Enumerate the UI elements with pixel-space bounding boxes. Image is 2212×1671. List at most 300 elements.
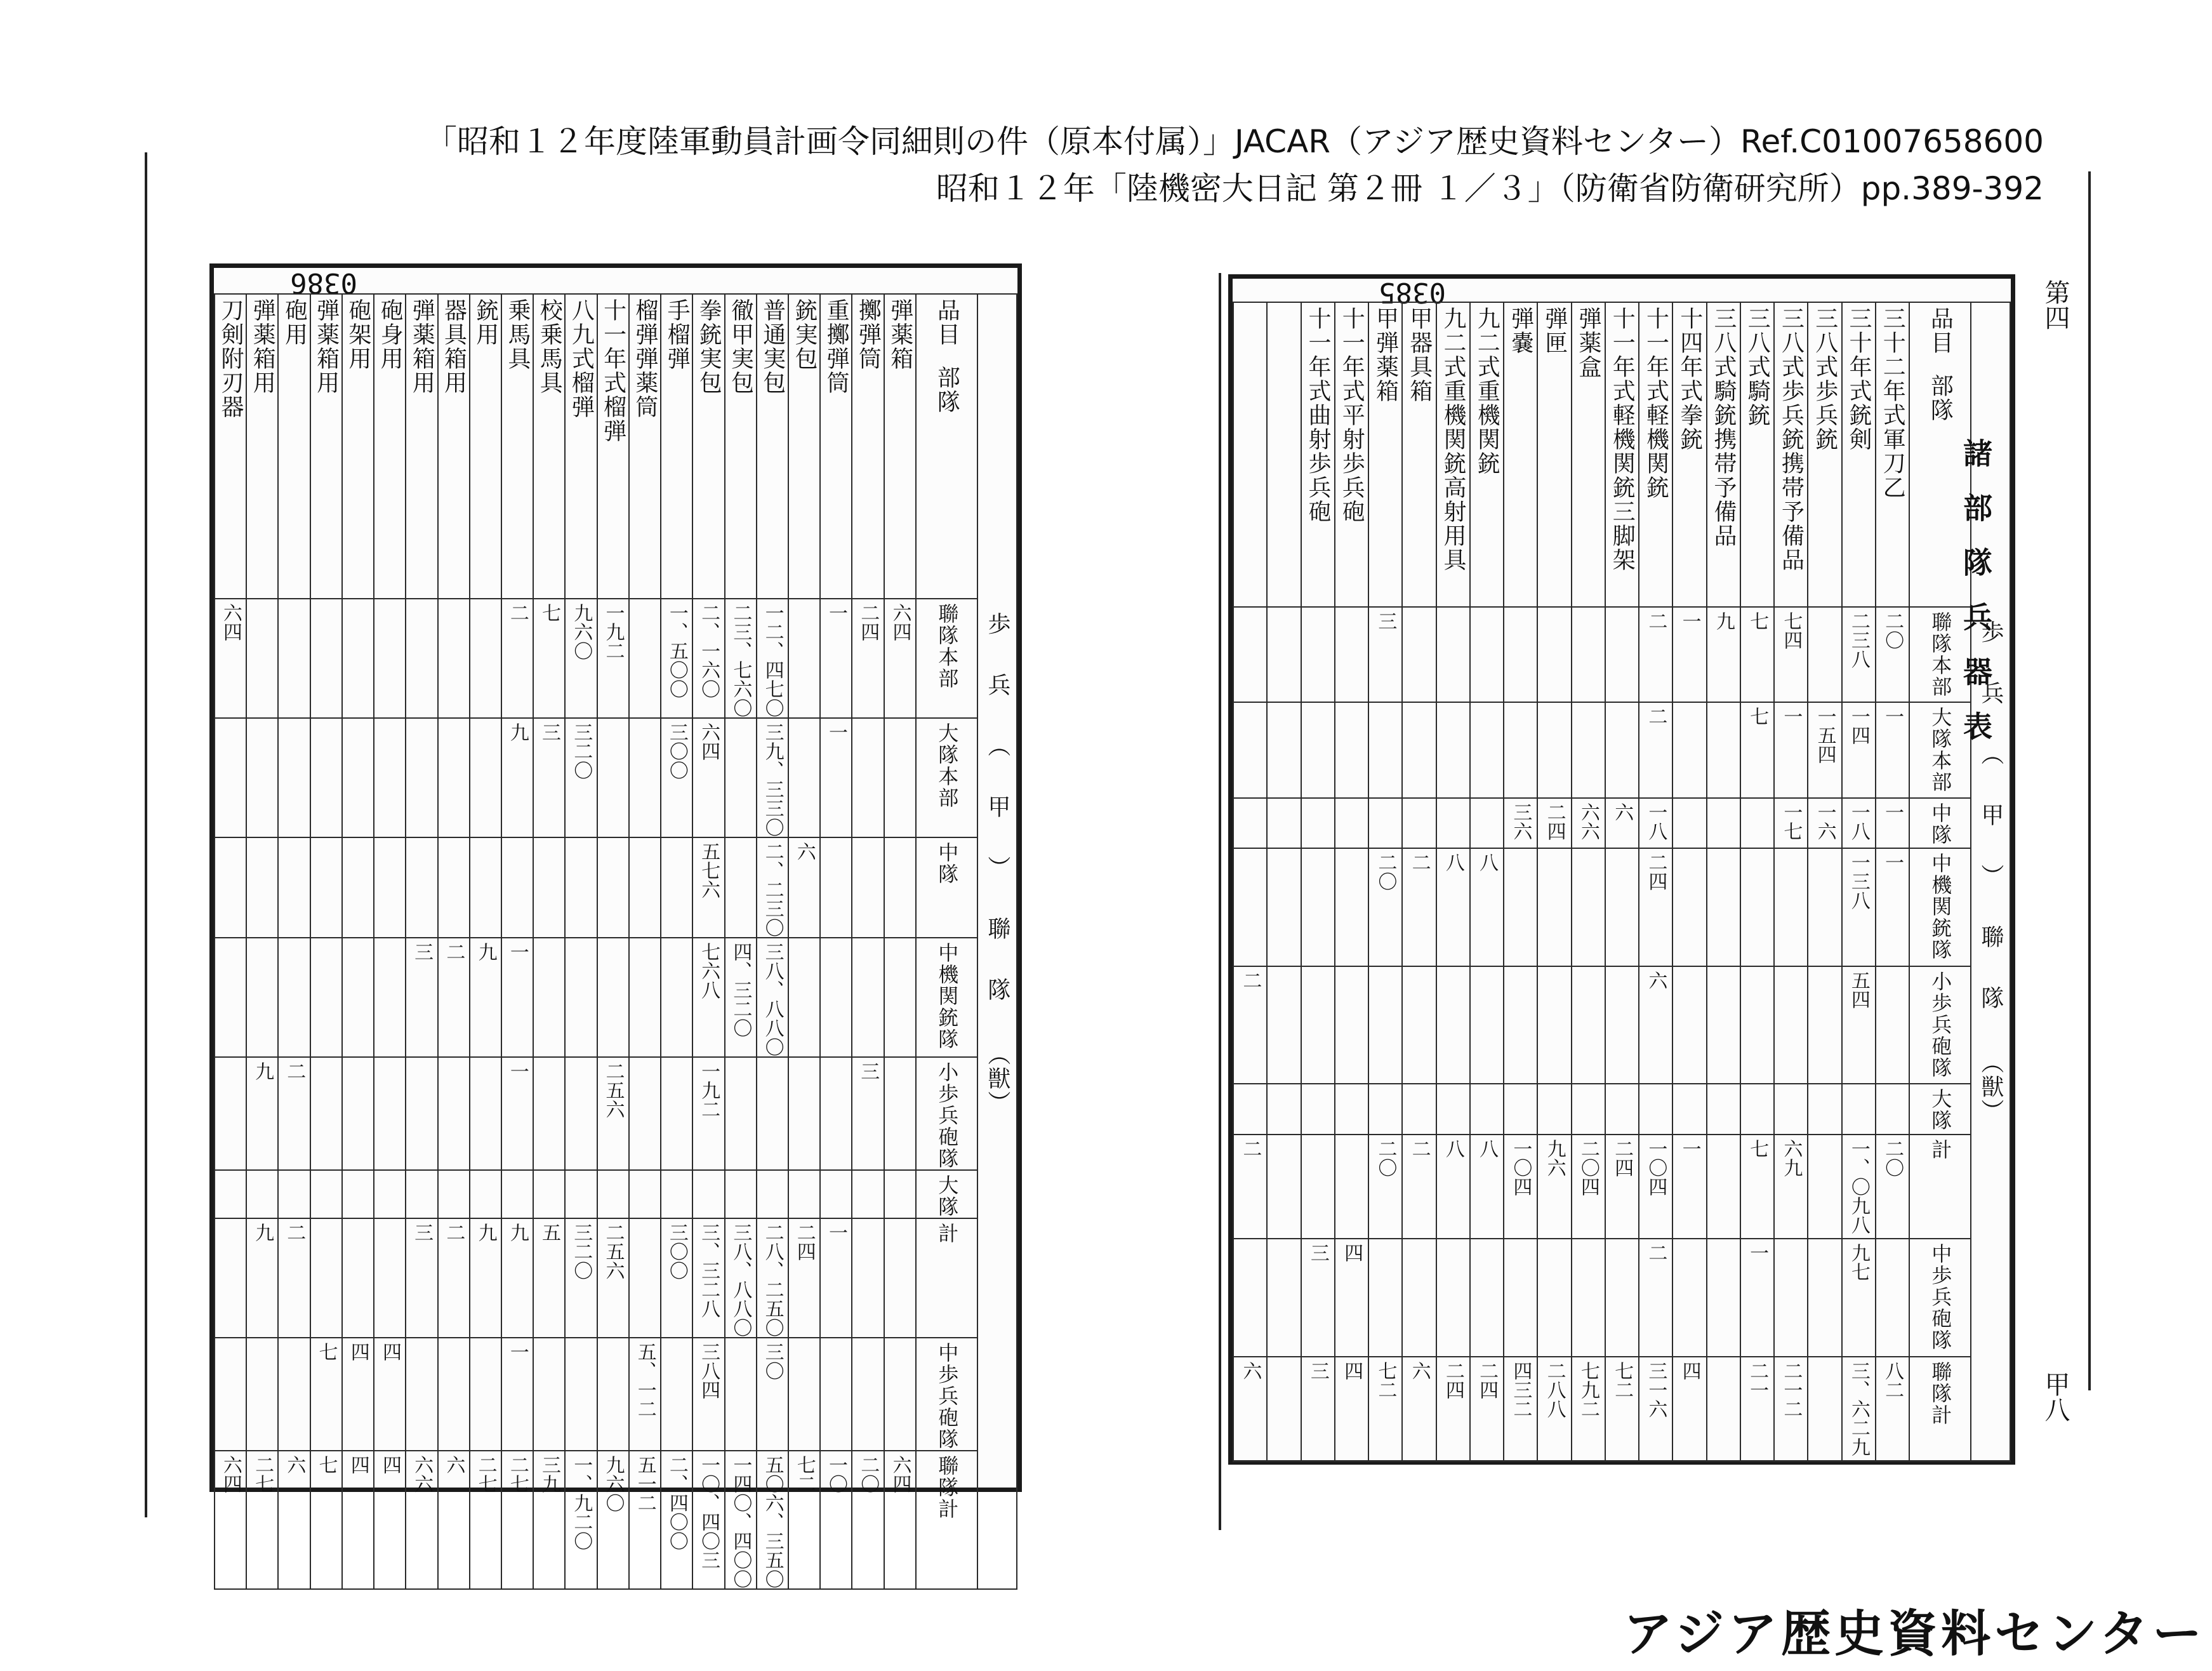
value-cell xyxy=(1436,1357,1470,1461)
value-cell xyxy=(1301,1357,1335,1461)
value-cell xyxy=(1876,1135,1909,1239)
cell-value: 七 xyxy=(538,603,561,622)
value-cell xyxy=(1233,848,1267,966)
value-cell xyxy=(1808,1239,1841,1357)
cell-value: 一七 xyxy=(1780,802,1803,841)
header-line-1: 「昭和１２年度陸軍動員計画令同細則の件（原本付属）」JACAR（アジア歴史資料センター）Ref.C01007658600 xyxy=(425,123,2044,160)
cell-value: 一 xyxy=(1780,707,1803,726)
value-cell xyxy=(278,1338,310,1451)
item-label: 徹甲実包 xyxy=(727,298,754,395)
value-cell xyxy=(661,1218,692,1338)
value-cell xyxy=(1504,1357,1537,1461)
value-cell xyxy=(310,1218,342,1338)
value-cell xyxy=(565,1451,597,1589)
unit-label: 小歩兵砲隊 xyxy=(1928,970,1953,1079)
value-cell xyxy=(438,938,470,1057)
cell-value: 九六〇 xyxy=(602,1455,625,1512)
value-cell xyxy=(757,1057,788,1170)
value-cell xyxy=(215,938,246,1057)
value-cell xyxy=(629,837,661,938)
value-cell xyxy=(1368,848,1402,966)
cell-value: 一九二 xyxy=(602,603,625,660)
value-cell xyxy=(406,1057,437,1170)
value-cell xyxy=(1572,1357,1605,1461)
value-cell xyxy=(374,1170,406,1218)
cell-value: 九 xyxy=(1712,611,1735,630)
cell-value: 二七 xyxy=(251,1455,274,1493)
value-cell xyxy=(597,718,629,837)
value-cell xyxy=(1774,1239,1808,1357)
value-cell xyxy=(1774,607,1808,702)
value-cell xyxy=(1470,1357,1504,1461)
cell-value: 三 xyxy=(411,1223,434,1242)
corner-header-label: 品目 xyxy=(1927,307,1954,355)
value-cell xyxy=(884,1451,916,1589)
cell-value: 四 xyxy=(347,1342,369,1361)
cell-value: 五四 xyxy=(1847,970,1870,1009)
value-cell xyxy=(1774,848,1808,966)
cell-value: 四 xyxy=(1341,1361,1363,1381)
value-cell xyxy=(310,1170,342,1218)
value-cell xyxy=(1639,966,1672,1084)
table-row xyxy=(1233,798,2010,848)
value-cell xyxy=(1537,798,1571,848)
value-cell xyxy=(278,1451,310,1589)
cell-value: 一〇、四〇三 xyxy=(698,1455,720,1569)
cell-value: 一 xyxy=(506,1342,529,1361)
value-cell xyxy=(1368,1357,1402,1461)
cell-value: 二 xyxy=(442,942,465,961)
item-label: 三八式歩兵銃 xyxy=(1811,307,1838,451)
item-header-cell xyxy=(310,294,342,599)
value-cell xyxy=(1808,1084,1841,1134)
unit-label: 聯隊本部 xyxy=(935,603,960,689)
cell-value: 六四 xyxy=(219,603,242,641)
value-cell xyxy=(820,837,852,938)
right-page xyxy=(1228,274,2015,1465)
item-header-cell xyxy=(1605,302,1639,607)
value-cell xyxy=(565,1170,597,1218)
corner-header-cell xyxy=(916,294,977,599)
unit-label-cell xyxy=(1909,848,1971,966)
value-cell xyxy=(342,938,374,1057)
value-cell xyxy=(725,1218,757,1338)
value-cell xyxy=(310,718,342,837)
cell-value: 三八、八八〇 xyxy=(729,1223,752,1337)
value-cell xyxy=(374,1451,406,1589)
cell-value: 二 xyxy=(442,1223,465,1242)
value-cell xyxy=(470,1170,501,1218)
cell-value: 六 xyxy=(442,1455,465,1474)
value-cell xyxy=(1808,1135,1841,1239)
value-cell xyxy=(533,1057,565,1170)
value-cell xyxy=(1301,798,1335,848)
cell-value: 七 xyxy=(1746,611,1769,630)
item-label: 砲架用 xyxy=(345,298,371,371)
cell-value: 六 xyxy=(1645,970,1667,990)
value-cell xyxy=(533,1218,565,1338)
unit-label-cell xyxy=(916,1451,977,1589)
value-cell xyxy=(1537,607,1571,702)
unit-label: 中隊 xyxy=(1928,802,1953,846)
item-header-cell xyxy=(1572,302,1605,607)
value-cell xyxy=(852,718,884,837)
value-cell xyxy=(1876,702,1909,797)
cell-value: 五〇六、三五〇 xyxy=(761,1455,784,1588)
value-cell xyxy=(1672,702,1706,797)
value-cell xyxy=(1740,702,1774,797)
cell-value: 二八八 xyxy=(1543,1361,1566,1419)
value-cell xyxy=(1774,1084,1808,1134)
value-cell xyxy=(788,938,820,1057)
cell-value: 二 xyxy=(283,1223,306,1242)
cell-value: 九 xyxy=(506,722,529,742)
value-cell xyxy=(1842,966,1876,1084)
value-cell xyxy=(1504,702,1537,797)
cell-value: 三〇〇 xyxy=(665,722,688,780)
value-cell xyxy=(278,1057,310,1170)
unit-label: 中歩兵砲隊 xyxy=(1928,1243,1953,1352)
item-header-cell xyxy=(1402,302,1436,607)
value-cell xyxy=(342,837,374,938)
cell-value: 一〇 xyxy=(825,1455,848,1493)
value-cell xyxy=(1808,798,1841,848)
value-cell xyxy=(1335,702,1368,797)
value-cell xyxy=(215,1218,246,1338)
item-label: 弾薬箱用 xyxy=(409,298,435,395)
unit-label-cell xyxy=(1909,1084,1971,1134)
unit-label-cell xyxy=(1909,798,1971,848)
item-label: 普通実包 xyxy=(759,298,786,395)
cell-value: 二五六 xyxy=(602,1223,625,1280)
unit-label: 中機関銃隊 xyxy=(1928,852,1953,961)
value-cell xyxy=(757,1218,788,1338)
value-cell xyxy=(1876,848,1909,966)
item-label: 三十年式銃剣 xyxy=(1846,307,1872,451)
value-cell xyxy=(1267,966,1301,1084)
value-cell xyxy=(1707,848,1740,966)
cell-value: 三、六二九 xyxy=(1847,1361,1870,1457)
side-mark-top: 第四 xyxy=(2041,279,2070,330)
header-row xyxy=(1233,302,2010,607)
value-cell xyxy=(788,1451,820,1589)
value-cell xyxy=(1537,1357,1571,1461)
value-cell xyxy=(725,599,757,718)
value-cell xyxy=(757,837,788,938)
cell-value: 六 xyxy=(1239,1361,1262,1381)
cell-value: 一八 xyxy=(1847,802,1870,841)
cell-value: 二 xyxy=(1239,970,1262,990)
cell-value: 二 xyxy=(1645,611,1667,630)
value-cell xyxy=(374,938,406,1057)
value-cell xyxy=(215,837,246,938)
cell-value: 二八、二五〇 xyxy=(761,1223,784,1337)
value-cell xyxy=(1740,966,1774,1084)
unit-label: 大隊本部 xyxy=(1928,707,1953,794)
cell-value: 三九 xyxy=(538,1455,561,1493)
value-cell xyxy=(1707,798,1740,848)
cell-value: 一 xyxy=(1881,802,1904,822)
cell-value: 九七 xyxy=(1847,1243,1870,1282)
value-cell xyxy=(246,718,278,837)
item-label: 十一年式榴弾 xyxy=(600,298,626,443)
value-cell xyxy=(1537,1239,1571,1357)
group-label: 歩兵（甲）聯隊 xyxy=(1977,620,2004,1047)
value-cell xyxy=(215,1170,246,1218)
item-label: 十四年式拳銃 xyxy=(1676,307,1703,451)
item-label: 拳銃実包 xyxy=(696,298,722,395)
cell-value: 七九二 xyxy=(1577,1361,1599,1419)
value-cell xyxy=(884,1218,916,1338)
value-cell xyxy=(374,1057,406,1170)
value-cell xyxy=(1436,1084,1470,1134)
unit-label-cell xyxy=(1909,1135,1971,1239)
value-cell xyxy=(629,938,661,1057)
value-cell xyxy=(1572,848,1605,966)
value-cell xyxy=(1368,966,1402,1084)
value-cell xyxy=(215,599,246,718)
value-cell xyxy=(565,1338,597,1451)
value-cell xyxy=(1876,966,1909,1084)
cell-value: 一、五〇〇 xyxy=(665,603,688,698)
value-cell xyxy=(1672,1135,1706,1239)
value-cell xyxy=(1572,702,1605,797)
item-header-cell xyxy=(788,294,820,599)
unit-label-cell xyxy=(916,1170,977,1218)
value-cell xyxy=(629,1057,661,1170)
value-cell xyxy=(565,837,597,938)
value-cell xyxy=(1504,1135,1537,1239)
item-header-cell xyxy=(692,294,724,599)
cell-value: 四 xyxy=(347,1455,369,1474)
value-cell xyxy=(310,599,342,718)
cell-value: 七 xyxy=(315,1342,338,1361)
value-cell xyxy=(1572,1084,1605,1134)
unit-label-cell xyxy=(916,1338,977,1451)
cell-value: 九六 xyxy=(1543,1138,1566,1177)
value-cell xyxy=(1267,798,1301,848)
unit-label: 大隊 xyxy=(935,1175,960,1218)
value-cell xyxy=(1639,1135,1672,1239)
cell-value: 二 xyxy=(506,603,529,622)
cell-value: 三、三二八 xyxy=(698,1223,720,1318)
value-cell xyxy=(1672,607,1706,702)
value-cell xyxy=(1335,1084,1368,1134)
value-cell xyxy=(215,1451,246,1589)
value-cell xyxy=(1774,798,1808,848)
value-cell xyxy=(1301,1239,1335,1357)
value-cell xyxy=(1402,607,1436,702)
value-cell xyxy=(1808,966,1841,1084)
value-cell xyxy=(1233,1357,1267,1461)
cell-value: 三六 xyxy=(1509,802,1532,841)
value-cell xyxy=(470,599,501,718)
cell-value: 二四 xyxy=(1645,852,1667,891)
group-label: 歩兵（甲）聯隊 xyxy=(984,612,1010,1039)
item-header-cell xyxy=(1740,302,1774,607)
cell-value: 一四〇、四〇〇 xyxy=(729,1455,752,1588)
value-cell xyxy=(1572,966,1605,1084)
cell-value: 六 xyxy=(283,1455,306,1474)
cell-value: 二七 xyxy=(474,1455,497,1493)
value-cell xyxy=(852,1057,884,1170)
item-label: 校乗馬具 xyxy=(536,298,563,395)
value-cell xyxy=(1368,1084,1402,1134)
item-header-cell xyxy=(1537,302,1571,607)
left-inventory-table xyxy=(214,293,1017,1590)
value-cell xyxy=(1504,798,1537,848)
cell-value: 一、〇九八 xyxy=(1847,1138,1870,1234)
value-cell xyxy=(1572,1239,1605,1357)
value-cell xyxy=(820,599,852,718)
value-cell xyxy=(629,1170,661,1218)
value-cell xyxy=(1402,1084,1436,1134)
table-row xyxy=(1233,607,2010,702)
header-row xyxy=(215,294,1017,599)
value-cell xyxy=(501,837,533,938)
value-cell xyxy=(1436,702,1470,797)
cell-value: 八 xyxy=(1441,1138,1464,1158)
value-cell xyxy=(1368,702,1402,797)
table-row xyxy=(215,938,1017,1057)
item-header-cell xyxy=(501,294,533,599)
value-cell xyxy=(1233,702,1267,797)
value-cell xyxy=(1335,1135,1368,1239)
cell-value: 二四 xyxy=(857,603,880,641)
cell-value: 一 xyxy=(1678,611,1701,630)
unit-label: 中歩兵砲隊 xyxy=(935,1342,960,1450)
value-cell xyxy=(1368,1239,1402,1357)
value-cell xyxy=(820,1057,852,1170)
value-cell xyxy=(1842,1239,1876,1357)
cell-value: 九 xyxy=(251,1062,274,1081)
unit-label-cell xyxy=(1909,966,1971,1084)
value-cell xyxy=(1504,966,1537,1084)
scan-edge-middle xyxy=(1219,273,1221,1530)
value-cell xyxy=(1572,798,1605,848)
value-cell xyxy=(1808,848,1841,966)
value-cell xyxy=(215,1057,246,1170)
value-cell xyxy=(1470,702,1504,797)
item-header-cell xyxy=(1233,302,1267,607)
value-cell xyxy=(1436,848,1470,966)
value-cell xyxy=(438,1170,470,1218)
value-cell xyxy=(884,1170,916,1218)
unit-label: 聯隊計 xyxy=(1928,1361,1953,1427)
value-cell xyxy=(1639,1357,1672,1461)
value-cell xyxy=(374,599,406,718)
table-row xyxy=(215,1218,1017,1338)
value-cell xyxy=(820,938,852,1057)
value-cell xyxy=(1876,1084,1909,1134)
value-cell xyxy=(1605,1239,1639,1357)
item-label: 三十二年式軍刀乙 xyxy=(1879,307,1906,500)
left-page xyxy=(209,263,1022,1588)
value-cell xyxy=(1605,966,1639,1084)
value-cell xyxy=(757,1338,788,1451)
cell-value: 三八、八八〇 xyxy=(761,942,784,1056)
cell-value: 二 xyxy=(1645,1243,1667,1263)
value-cell xyxy=(788,1338,820,1451)
value-cell xyxy=(1740,1084,1774,1134)
cell-value: 七 xyxy=(1746,1138,1769,1158)
item-header-cell xyxy=(820,294,852,599)
cell-value: 一〇四 xyxy=(1645,1138,1667,1196)
value-cell xyxy=(1301,1135,1335,1239)
table-row xyxy=(1233,848,2010,966)
value-cell xyxy=(1774,1357,1808,1461)
value-cell xyxy=(1842,607,1876,702)
item-label: 八九式榴弾 xyxy=(568,298,595,419)
value-cell xyxy=(342,1451,374,1589)
table-row xyxy=(215,1057,1017,1170)
value-cell xyxy=(278,718,310,837)
value-cell xyxy=(852,1218,884,1338)
table-row xyxy=(1233,966,2010,1084)
item-header-cell xyxy=(278,294,310,599)
value-cell xyxy=(884,1338,916,1451)
value-cell xyxy=(565,938,597,1057)
cell-value: 七 xyxy=(315,1455,338,1474)
value-cell xyxy=(820,1170,852,1218)
item-label: 弾薬箱 xyxy=(887,298,913,371)
item-label: 榴弾弾薬筒 xyxy=(632,298,658,419)
right-inventory-table xyxy=(1233,302,2011,1462)
value-cell xyxy=(438,718,470,837)
value-cell xyxy=(597,599,629,718)
value-cell xyxy=(1470,1135,1504,1239)
value-cell xyxy=(310,1451,342,1589)
value-cell xyxy=(597,1338,629,1451)
value-cell xyxy=(1335,848,1368,966)
value-cell xyxy=(1402,798,1436,848)
value-cell xyxy=(1301,848,1335,966)
value-cell xyxy=(1402,1239,1436,1357)
cell-value: 三九、三三〇 xyxy=(761,722,784,837)
cell-value: 二三八 xyxy=(1847,611,1870,669)
cell-value: 二一二 xyxy=(1780,1361,1803,1419)
value-cell xyxy=(342,1057,374,1170)
value-cell xyxy=(661,938,692,1057)
unit-label: 小歩兵砲隊 xyxy=(935,1062,960,1169)
cell-value: 六 xyxy=(793,842,816,861)
group-label-2: （獣） xyxy=(1977,1051,2004,1123)
cell-value: 二四 xyxy=(1611,1138,1634,1177)
cell-value: 六四 xyxy=(698,722,720,761)
cell-value: 二七 xyxy=(506,1455,529,1493)
item-label: 器具箱用 xyxy=(440,298,467,395)
value-cell xyxy=(597,1057,629,1170)
cell-value: 三 xyxy=(411,942,434,961)
table-row xyxy=(215,599,1017,718)
value-cell xyxy=(406,599,437,718)
cell-value: 二、四〇〇 xyxy=(665,1455,688,1550)
unit-label: 計 xyxy=(1928,1138,1953,1161)
cell-value: 六六 xyxy=(1577,802,1599,841)
value-cell xyxy=(1233,798,1267,848)
value-cell xyxy=(1470,1239,1504,1357)
cell-value: 二四 xyxy=(1476,1361,1499,1400)
unit-label-cell xyxy=(916,599,977,718)
value-cell xyxy=(1267,1357,1301,1461)
value-cell xyxy=(1774,966,1808,1084)
cell-value: 九 xyxy=(474,1223,497,1242)
value-cell xyxy=(1301,702,1335,797)
value-cell xyxy=(1672,798,1706,848)
value-cell xyxy=(1301,1084,1335,1134)
value-cell xyxy=(788,599,820,718)
item-header-cell xyxy=(1267,302,1301,607)
